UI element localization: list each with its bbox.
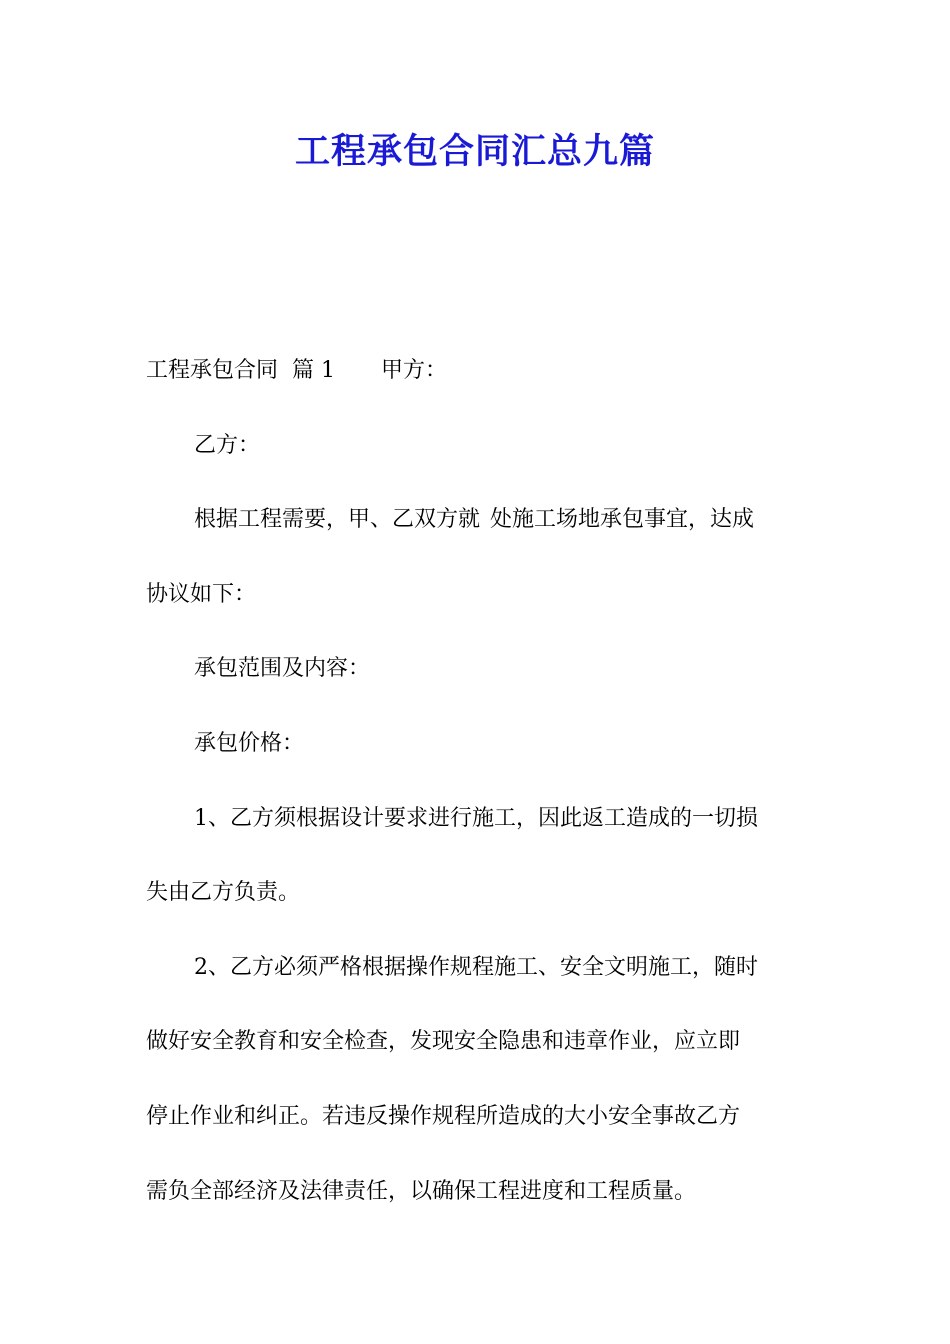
intro-line-1 [146,483,808,558]
contract-heading: 工程承包合同 [146,358,279,383]
intro-line-2: 协议如下： [146,581,257,607]
intro-text-part-1: 根据工程需要，甲、乙双方就 [194,507,481,533]
price-label: 承包价格： [194,730,305,756]
scope-label: 承包范围及内容： [194,656,371,682]
party-a-label: 甲方： [381,358,448,383]
document-title: 工程承包合同汇总九篇 [294,132,655,172]
party-b-label: 乙方： [194,432,261,458]
clause-1-line-2: 失由乙方负责。 [146,880,301,906]
clause-2-line-2: 做好安全教育和安全检查，发现安全隐患和违章作业，应立即 [146,1029,741,1055]
section-number: 篇 1 [292,358,336,383]
contract-heading-line [146,334,808,409]
clause-2-line-1: 2、乙方必须严格根据操作规程施工、安全文明施工，随时 [194,954,758,980]
clause-2-line-4: 需负全部经济及法律责任，以确保工程进度和工程质量。 [146,1178,697,1204]
document-body [146,334,808,1229]
intro-text-part-2: 处施工场地承包事宜，达成 [490,507,755,533]
clause-1-line-1: 1、乙方须根据设计要求进行施工，因此返工造成的一切损 [194,805,758,831]
clause-2-line-3: 停止作业和纠正。若违反操作规程所造成的大小安全事故乙方 [146,1103,741,1129]
